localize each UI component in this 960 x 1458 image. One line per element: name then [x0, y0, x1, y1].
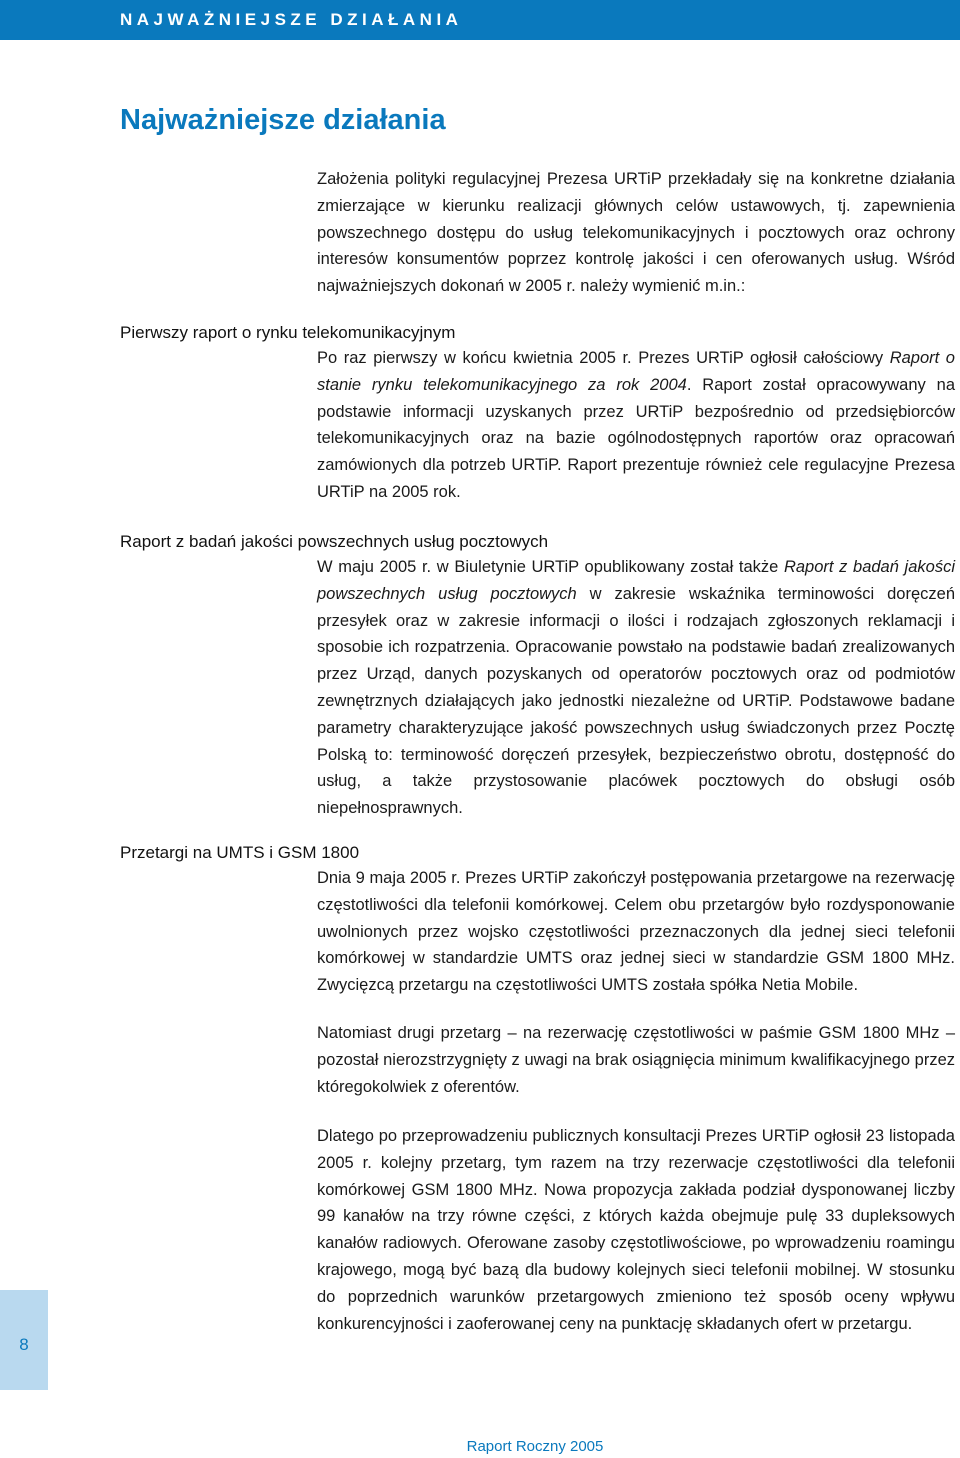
market-report-paragraph: [317, 345, 955, 506]
text-run: . Raport został opracowywany na podstawie informacji uzyskanych przez URTiP bezpośrednio od przedsiębiorców telekomunikacyjnych oraz na bazie ogólnodostępnych raportów oraz opracowań zamówionych dla potrzeb URTiP. Raport prezentuje również cele regulacyjne Prezesa URTiP na 2005 rok.: [317, 375, 955, 501]
section-heading-tenders: Przetargi na UMTS i GSM 1800: [120, 843, 360, 862]
tenders-paragraph-2: Natomiast drugi przetarg – na rezerwację częstotliwości w paśmie GSM 1800 MHz – pozostał nierozstrzygnięty z uwagi na brak osiągnięcia minimum kwalifikacyjnego przez któregokolwiek z oferentów.: [317, 1024, 955, 1096]
text-run: Po raz pierwszy w końcu kwietnia 2005 r. Prezes URTiP ogłosił całościowy: [317, 349, 890, 367]
intro-paragraph: Założenia polityki regulacyjnej Prezesa URTiP przekładały się na konkretne działania zmierzające w kierunku realizacji głównych celów ustawowych, tj. zapewnienia powszechnego dostępu do usług telekomunikacyjnych i pocztowych oraz ochrony interesów konsumentów poprzez kontrolę jakości i cen oferowanych usług. Wśród najważniejszych dokonań w 2005 r. należy wymienić m.in.:: [317, 170, 955, 296]
header-band: [0, 0, 960, 40]
page-number-tab: [0, 1290, 48, 1390]
running-header: NAJWAŻNIEJSZE DZIAŁANIA: [120, 10, 463, 29]
page-number: 8: [19, 1335, 29, 1354]
text-run: W maju 2005 r. w Biuletynie URTiP opublikowany został także: [317, 558, 784, 576]
section-heading-postal-report: Raport z badań jakości powszechnych usług pocztowych: [120, 532, 549, 551]
footer-publication: Raport Roczny 2005: [466, 1438, 604, 1455]
report-title-italic: Raport o stanie rynku telekomunikacyjnego za rok 2004: [317, 349, 955, 394]
tenders-paragraph-1: Dnia 9 maja 2005 r. Prezes URTiP zakończył postępowania przetargowe na rezerwację częstotliwości dla telefonii komórkowej. Celem obu przetargów było rozdysponowanie uwolnionych przez wojsko częstotliwości przeznaczonych dla jednej sieci telefonii komórkowej w standardzie UMTS oraz jednej sieci w standardzie GSM 1800 MHz. Zwycięzcą przetargu na częstotliwości UMTS została spółka Netia Mobile.: [317, 869, 955, 995]
postal-report-paragraph: [317, 554, 955, 822]
section-heading-market-report: Pierwszy raport o rynku telekomunikacyjnym: [120, 323, 456, 342]
tenders-paragraph-3: Dlatego po przeprowadzeniu publicznych konsultacji Prezes URTiP ogłosił 23 listopada 2005 r. kolejny przetarg, tym razem na trzy rezerwacje częstotliwości dla telefonii komórkowej GSM 1800 MHz. Nowa propozycja zakłada podział dysponowanej liczby 99 kanałów na trzy równe części, z których każda obejmuje pulę 33 dupleksowych kanałów radiowych. Oferowane zasoby częstotliwościowe, po wprowadzeniu roamingu krajowego, mogą być bazą dla budowy kolejnych sieci telefonii mobilnej. W stosunku do poprzednich warunków przetargowych zmieniono też sposób oceny wpływu konkurencyjności i zaoferowanej ceny na punktację składanych ofert w przetargu.: [317, 1127, 955, 1333]
text-run: w zakresie wskaźnika terminowości doręczeń przesyłek oraz w zakresie informacji o ilości i rodzajach zgłoszonych reklamacji i sposobie ich rozpatrzenia. Opracowanie powstało na podstawie badań zrealizowanych przez Urząd, danych pozyskanych od operatorów pocztowych oraz od podmiotów zewnętrznych działających jako jednostki niezależne od URTiP. Podstawowe badane parametry charakteryzujące jakość powszechnych usług świadczonych przez Pocztę Polską to: terminowość doręczeń przesyłek, bezpieczeństwo obrotu, dostępność do usług, a także przystosowanie placówek pocztowych do obsługi osób niepełnosprawnych.: [317, 584, 955, 818]
page-title: Najważniejsze działania: [120, 104, 446, 136]
report-title-italic: Raport z badań jakości powszechnych usług pocztowych: [317, 558, 955, 603]
